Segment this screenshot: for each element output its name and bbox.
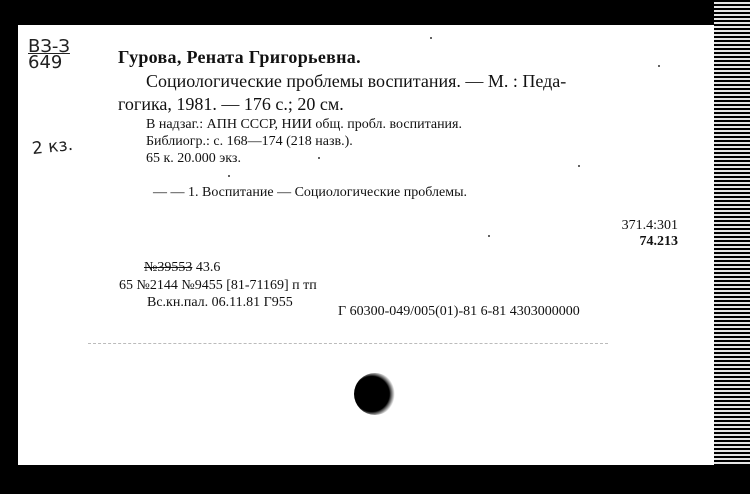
catalog-index-line: Г 60300-049/005(01)-81 6-81 4303000000 <box>338 304 580 319</box>
speck <box>430 37 432 39</box>
shelfmark-line-2: 649 <box>28 52 63 73</box>
speck <box>318 157 320 159</box>
handwritten-copies-note: 2 кз. <box>31 134 74 160</box>
author-heading: Гурова, Рената Григорьевна. <box>118 47 361 67</box>
note-line-1: В надзаг.: АПН СССР, НИИ общ. пробл. воспитания. <box>146 117 462 132</box>
title-line-1: Социологические проблемы воспитания. — М. : Педа- <box>146 71 567 91</box>
speck <box>658 65 660 67</box>
inventory-line-2: 65 №2144 №9455 [81-71169] п тп <box>119 278 317 293</box>
struck-inventory-number: №39553 <box>144 260 193 275</box>
title-line-2: гогика, 1981. — 176 с.; 20 см. <box>118 94 344 114</box>
scan-right-border <box>714 0 750 494</box>
catalog-card <box>18 25 714 465</box>
subject-tracing: — — 1. Воспитание — Социологические проблемы. <box>153 185 468 200</box>
scan-bottom-border <box>0 466 750 494</box>
book-chamber-line: Вс.кн.пал. 06.11.81 Г955 <box>147 295 293 310</box>
shelfmark-line-1: ВЗ-З <box>28 36 70 57</box>
inventory-line-1 <box>144 260 220 276</box>
handwritten-shelfmark <box>28 36 70 73</box>
speck <box>228 175 230 177</box>
scan-left-border <box>0 0 12 494</box>
speck <box>488 235 490 237</box>
faint-rule <box>88 343 608 344</box>
note-line-2: Библиогр.: с. 168—174 (218 назв.). <box>146 134 353 149</box>
price-print-run: 65 к. 20.000 экз. <box>146 151 241 166</box>
speck <box>578 165 580 167</box>
bbk-code: 74.213 <box>639 234 678 249</box>
punch-hole <box>354 373 396 415</box>
inventory-line-1-rest: 43.6 <box>192 260 221 275</box>
udc-code: 371.4:301 <box>621 218 678 233</box>
